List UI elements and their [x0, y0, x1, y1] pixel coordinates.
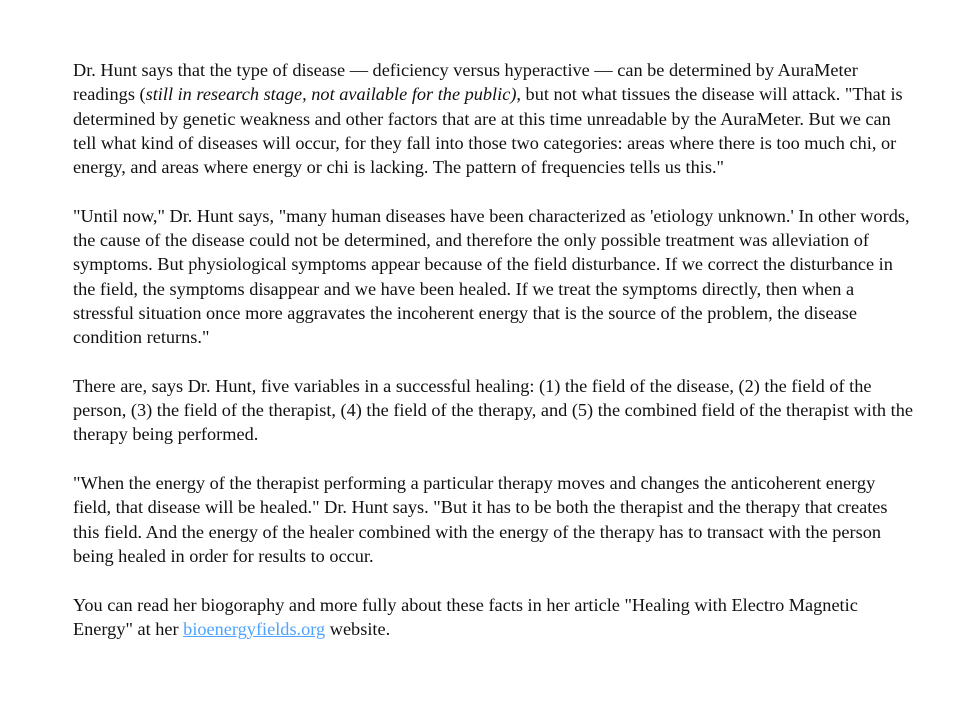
- paragraph-therapist-energy: "When the energy of the therapist performing a particular therapy moves and changes the anticoherent energy field, that disease will be healed." Dr. Hunt says. "But it has to be both the therapist and the therapy that creates this field. And the energy of the healer combined with the energy of the therapy has to transact with the person being healed in order for results to occur.: [73, 473, 888, 566]
- p1-text-end: but not what tissues the disease will attack. "That is determined by genetic weakness and other factors that are at this time unreadable by the AuraMeter. But we can tell what kind of diseases will occur, for they fall into those two categories: areas where there is too much chi, or energy, and areas where energy or chi is lacking. The pattern of frequencies tells us this.": [73, 84, 903, 178]
- article-body: [73, 58, 913, 641]
- paragraph-read-more: [73, 593, 913, 642]
- paragraph-five-variables: There are, says Dr. Hunt, five variables in a successful healing: (1) the field of the disease, (2) the field of the person, (3) the field of the therapist, (4) the field of the therapy, and (5) the combined field of the therapist with the therapy being performed.: [73, 375, 913, 445]
- bioenergyfields-link[interactable]: bioenergyfields.org: [183, 618, 326, 639]
- p5-text-end: website.: [325, 618, 391, 639]
- p1-text-start: Dr. Hunt says that the type of disease — deficiency versus hyperactive — can be determined by AuraMeter readings (: [73, 60, 858, 105]
- p5-text-start: You can read her biogoraphy and more fully about these facts in her article "Healing with Electro Magnetic Energy" at her: [73, 594, 858, 639]
- paragraph-aurameter: [73, 58, 913, 179]
- p1-italic-note: still in research stage, not available for the public),: [145, 84, 521, 105]
- paragraph-etiology: "Until now," Dr. Hunt says, "many human diseases have been characterized as 'etiology unknown.' In other words, the cause of the disease could not be determined, and therefore the only possible treatment was alleviation of symptoms. But physiological symptoms appear because of the field disturbance. If we correct the disturbance in the field, the symptoms disappear and we have been healed. If we treat the symptoms directly, then when a stressful situation once more aggravates the incoherent energy that is the source of the problem, the disease condition returns.": [73, 205, 910, 348]
